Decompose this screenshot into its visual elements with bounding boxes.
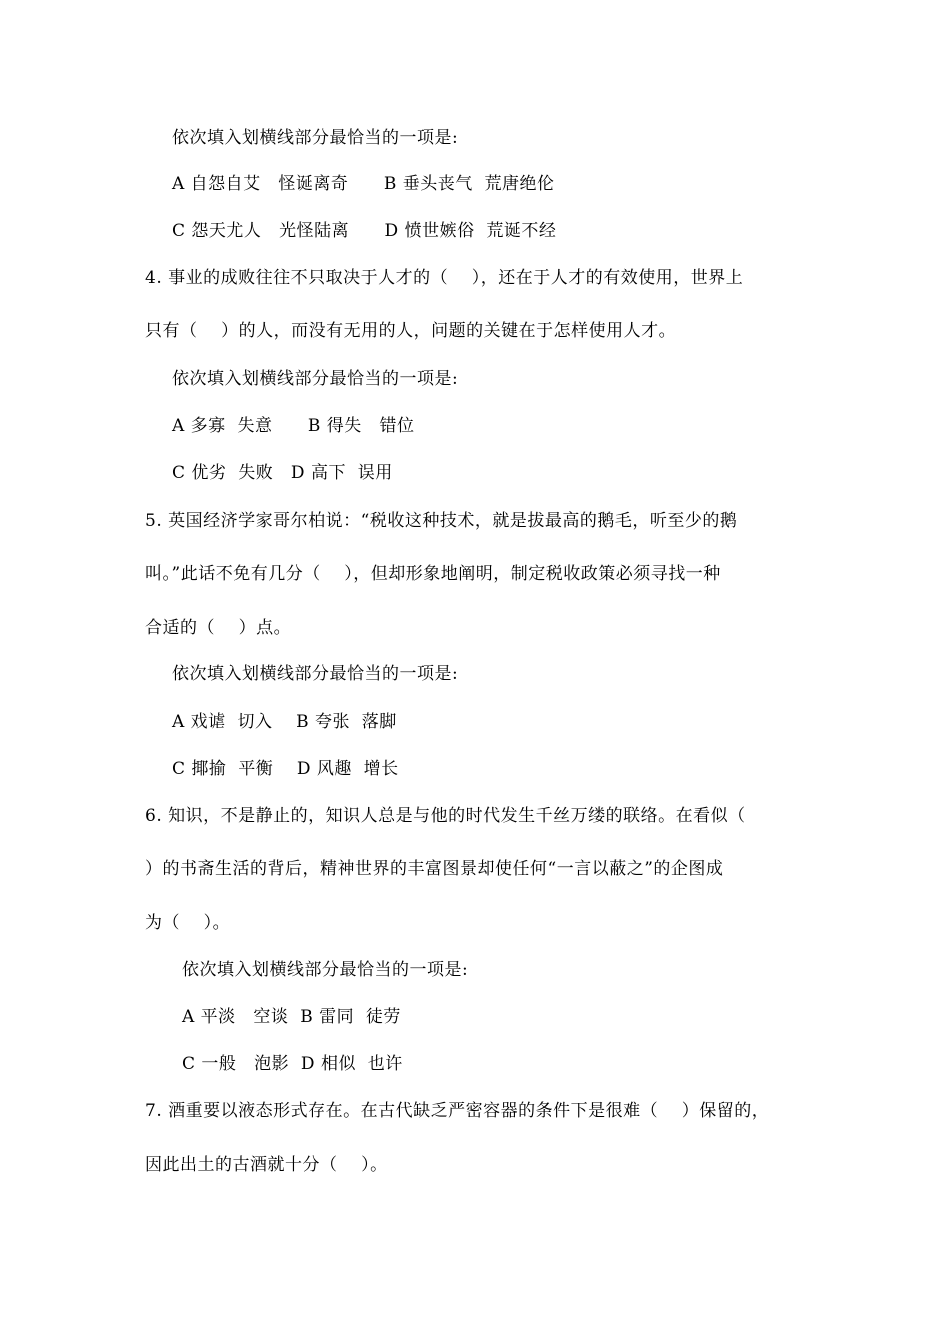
q5-stem-line2: 叫。”此话不免有几分（ ），但却形象地阐明，制定税收政策必须寻找一种: [145, 564, 721, 584]
q3-options-cd: C 怨天尤人 光怪陆离 D 愤世嫉俗 荒诞不经: [172, 221, 557, 241]
q4-stem-line2: 只有（ ）的人，而没有无用的人，问题的关键在于怎样使用人才。: [145, 321, 677, 341]
q6-stem-line1: 6. 知识，不是静止的，知识人总是与他的时代发生千丝万缕的联络。在看似（: [145, 806, 746, 826]
q6-stem-line2: ）的书斋生活的背后，精神世界的丰富图景却使任何“一言以蔽之”的企图成: [145, 859, 724, 879]
q5-prompt: 依次填入划横线部分最恰当的一项是:: [172, 664, 459, 684]
q6-stem-line3: 为（ ）。: [145, 913, 231, 933]
q5-stem-line1: 5. 英国经济学家哥尔柏说：“税收这种技术，就是拔最高的鹅毛，听至少的鹅: [145, 511, 738, 531]
q4-prompt: 依次填入划横线部分最恰当的一项是:: [172, 369, 459, 389]
q3-prompt: 依次填入划横线部分最恰当的一项是:: [172, 128, 459, 148]
q4-stem-line1: 4. 事业的成败往往不只取决于人才的（ ），还在于人才的有效使用，世界上: [145, 268, 744, 288]
q3-options-ab: A 自怨自艾 怪诞离奇 B 垂头丧气 荒唐绝伦: [172, 174, 555, 194]
q6-options-cd: C 一般 泡影 D 相似 也许: [182, 1054, 403, 1074]
q6-options-ab: A 平淡 空谈 B 雷同 徒劳: [182, 1007, 401, 1027]
q5-options-cd: C 揶揄 平衡 D 风趣 增长: [172, 759, 399, 779]
q6-prompt: 依次填入划横线部分最恰当的一项是:: [182, 960, 469, 980]
q5-stem-line3: 合适的（ ）点。: [145, 618, 292, 638]
q7-stem-line1: 7. 酒重要以液态形式存在。在古代缺乏严密容器的条件下是很难（ ）保留的，: [145, 1101, 770, 1121]
q5-options-ab: A 戏谑 切入 B 夸张 落脚: [172, 712, 397, 732]
q4-options-ab: A 多寡 失意 B 得失 错位: [172, 416, 415, 436]
q4-options-cd: C 优劣 失败 D 高下 误用: [172, 463, 393, 483]
q7-stem-line2: 因此出土的古酒就十分（ ）。: [145, 1155, 388, 1175]
